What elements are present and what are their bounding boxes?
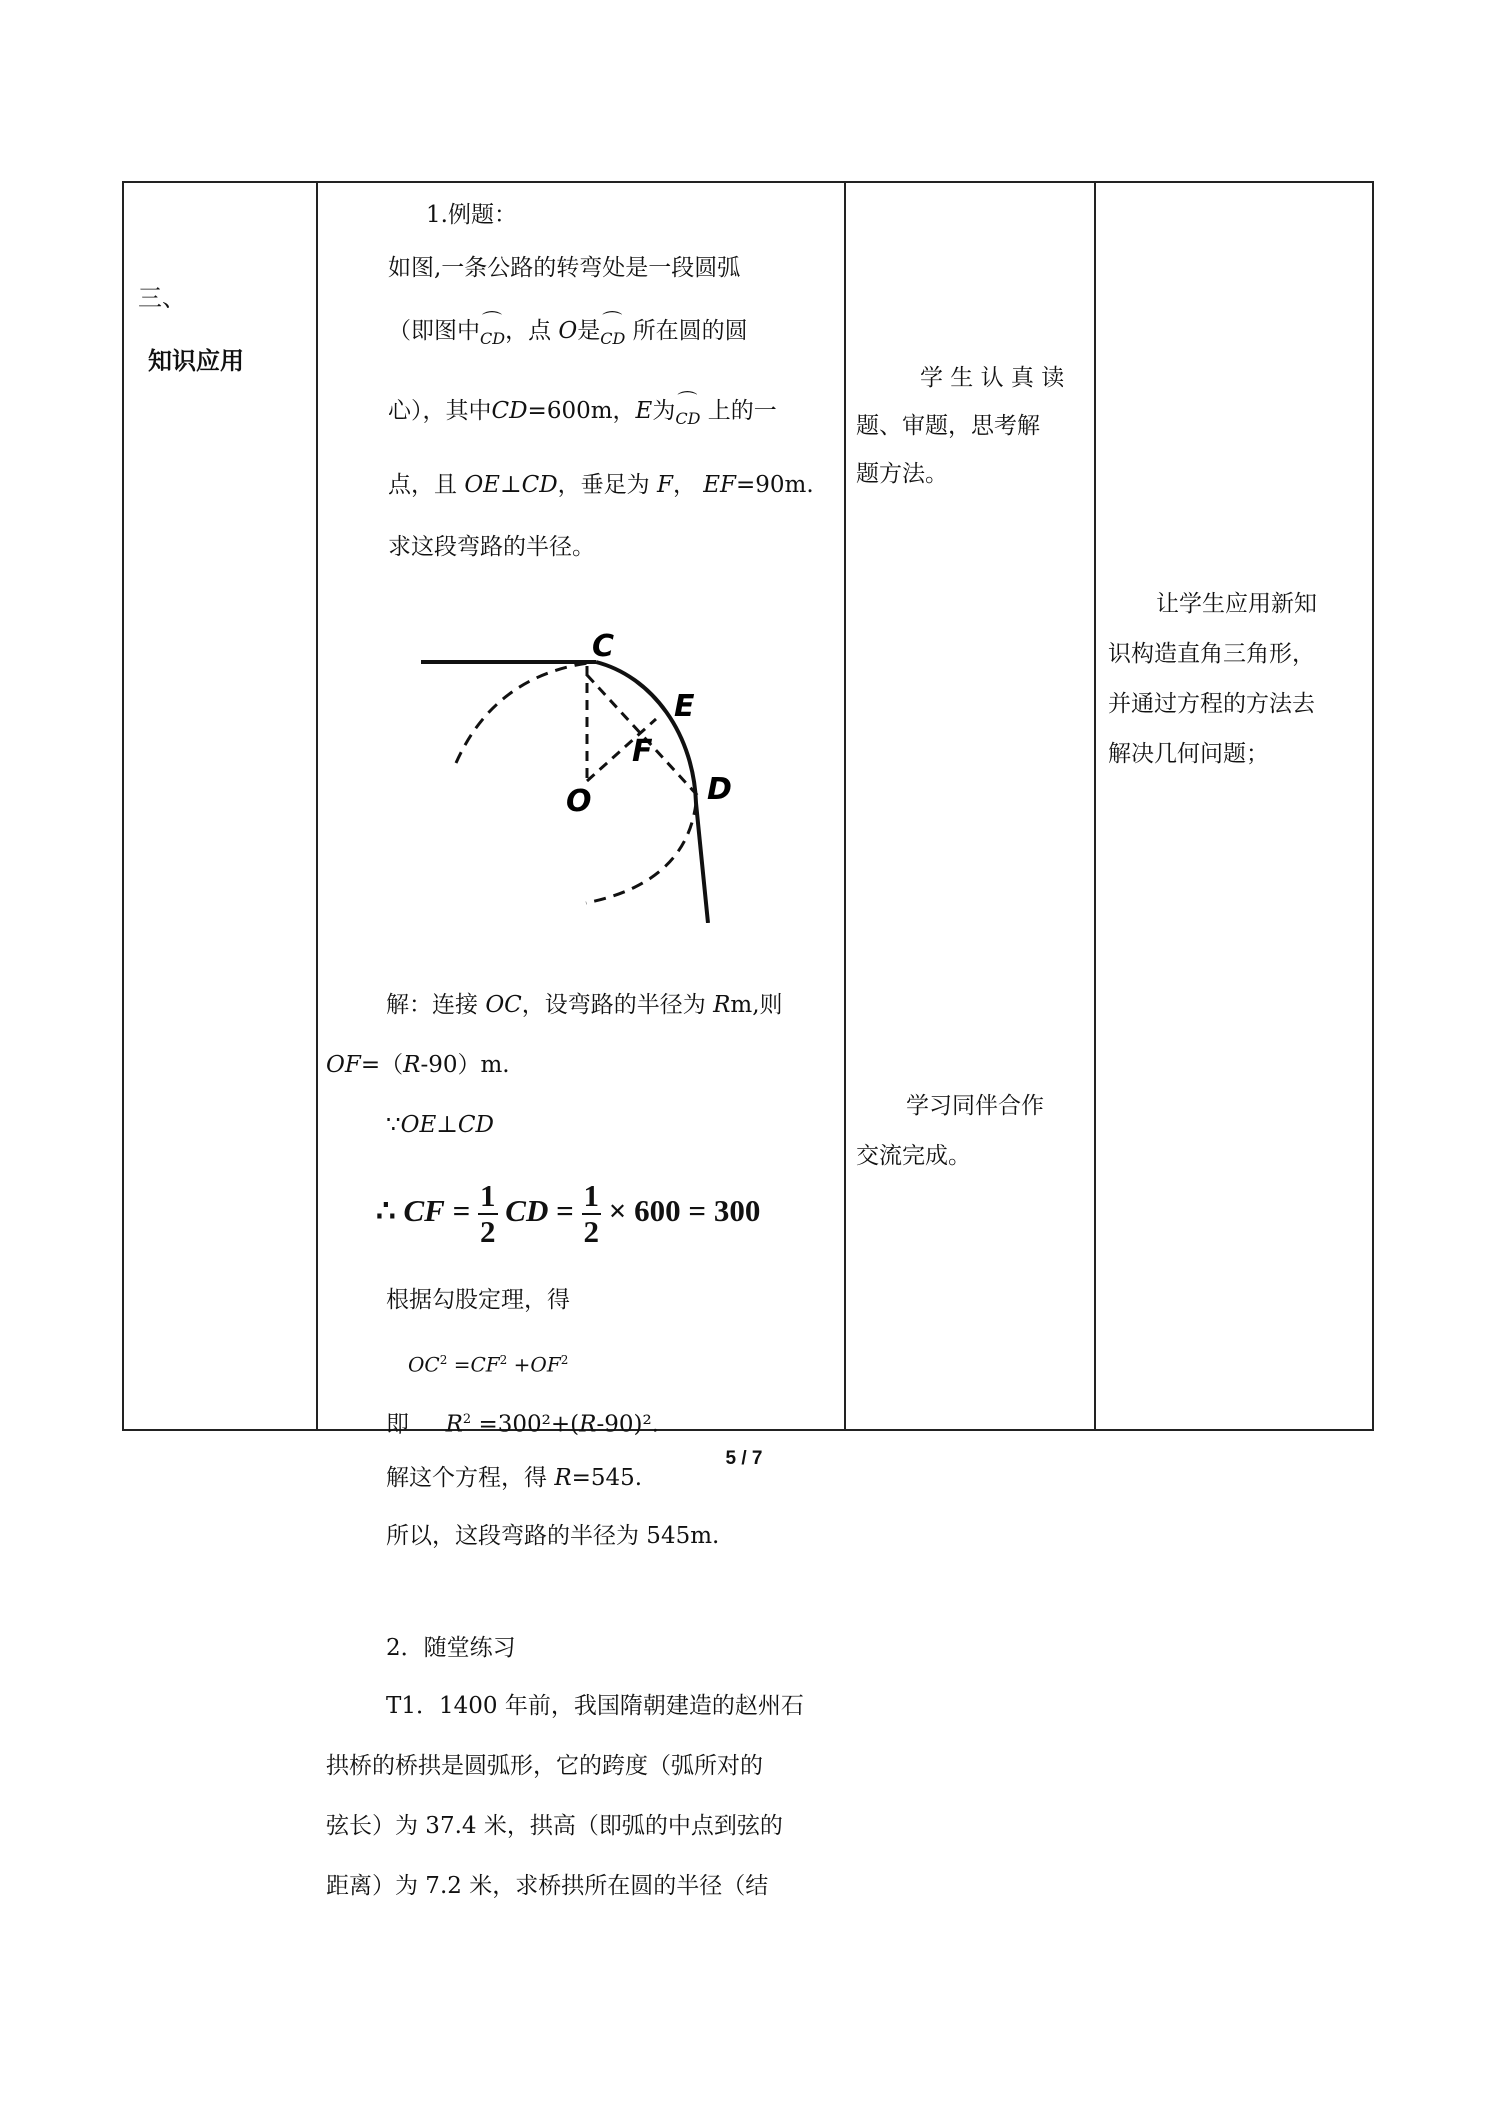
label-c: C bbox=[592, 629, 615, 664]
arc-cd: ⌒ CD bbox=[480, 324, 505, 354]
solution-line: 解：连接 OC，设弯路的半径为 Rm,则 bbox=[386, 992, 783, 1018]
intent-line: 解决几何问题； bbox=[1108, 741, 1269, 767]
arc-cd: ⌒ CD bbox=[600, 324, 625, 354]
activity-line: 交流完成。 bbox=[856, 1143, 971, 1169]
column-divider bbox=[844, 183, 846, 1429]
solution-line: OF=（R-90）m. bbox=[326, 1052, 510, 1078]
dashed-circle-left bbox=[456, 662, 596, 763]
activity-line: 题、审题，思考解 bbox=[856, 413, 1040, 439]
page-number: 5 / 7 bbox=[725, 1448, 763, 1469]
practice-line: 弦长）为 37.4 米，拱高（即弧的中点到弦的 bbox=[326, 1813, 783, 1839]
solution-line: ∵OE⊥CD bbox=[386, 1112, 494, 1138]
road-curve-figure bbox=[416, 623, 776, 923]
solution-line: 解这个方程，得 R=545. bbox=[386, 1465, 643, 1491]
section-number: 三、 bbox=[138, 284, 186, 312]
example-line: 点，且 OE⊥CD，垂足为 F， EF=90m. bbox=[388, 472, 814, 498]
section-title: 知识应用 bbox=[148, 347, 244, 375]
column-divider bbox=[316, 183, 318, 1429]
example-line: 如图,一条公路的转弯处是一段圆弧 bbox=[388, 255, 741, 281]
solution-line: 即 $R^2 =300^2+(R-90)^2$. bbox=[386, 1411, 659, 1438]
practice-line: T1．1400 年前，我国隋朝建造的赵州石 bbox=[386, 1693, 804, 1719]
activity-line: 学 生 认 真 读 bbox=[920, 365, 1065, 391]
solution-line: $OC^2 =CF^2 +OF^2$ bbox=[408, 1352, 569, 1377]
intent-line: 并通过方程的方法去 bbox=[1108, 691, 1315, 717]
example-line: 求这段弯路的半径。 bbox=[388, 534, 595, 560]
fraction-half: $\frac{1}{2}$ bbox=[583, 1177, 600, 1249]
example-heading: 1.例题： bbox=[426, 202, 517, 228]
intent-line: 让学生应用新知 bbox=[1156, 591, 1317, 617]
solution-line: 根据勾股定理，得 bbox=[386, 1287, 570, 1313]
practice-line: 距离）为 7.2 米，求桥拱所在圆的半径（结 bbox=[326, 1873, 769, 1899]
column-divider bbox=[1094, 183, 1096, 1429]
fraction-half: $\frac{1}{2}$ bbox=[480, 1177, 496, 1249]
example-line: 心），其中CD=600m，E为⌒ CD 上的一 bbox=[388, 396, 777, 428]
arc-cd: ⌒ CD bbox=[675, 404, 700, 434]
label-e: E bbox=[674, 689, 695, 724]
practice-heading: 2．随堂练习 bbox=[386, 1635, 516, 1661]
label-o: O bbox=[566, 784, 592, 819]
label-f: F bbox=[632, 734, 653, 769]
dashed-circle-bottom bbox=[586, 803, 696, 903]
activity-line: 题方法。 bbox=[856, 461, 948, 487]
example-line: （即图中⌒ CD，点 O是⌒ CD 所在圆的圆 bbox=[388, 316, 748, 348]
intent-line: 识构造直角三角形， bbox=[1108, 641, 1315, 667]
activity-line: 学习同伴合作 bbox=[906, 1093, 1044, 1119]
label-d: D bbox=[707, 772, 732, 807]
practice-line: 拱桥的桥拱是圆弧形，它的跨度（弧所对的 bbox=[326, 1753, 763, 1779]
formula-cf: ∴ CF = $\frac{1}{2}$ CD = $\frac{1}{2}$ × 600 = 300 bbox=[376, 1177, 761, 1249]
solution-line: 所以，这段弯路的半径为 545m. bbox=[386, 1523, 720, 1549]
